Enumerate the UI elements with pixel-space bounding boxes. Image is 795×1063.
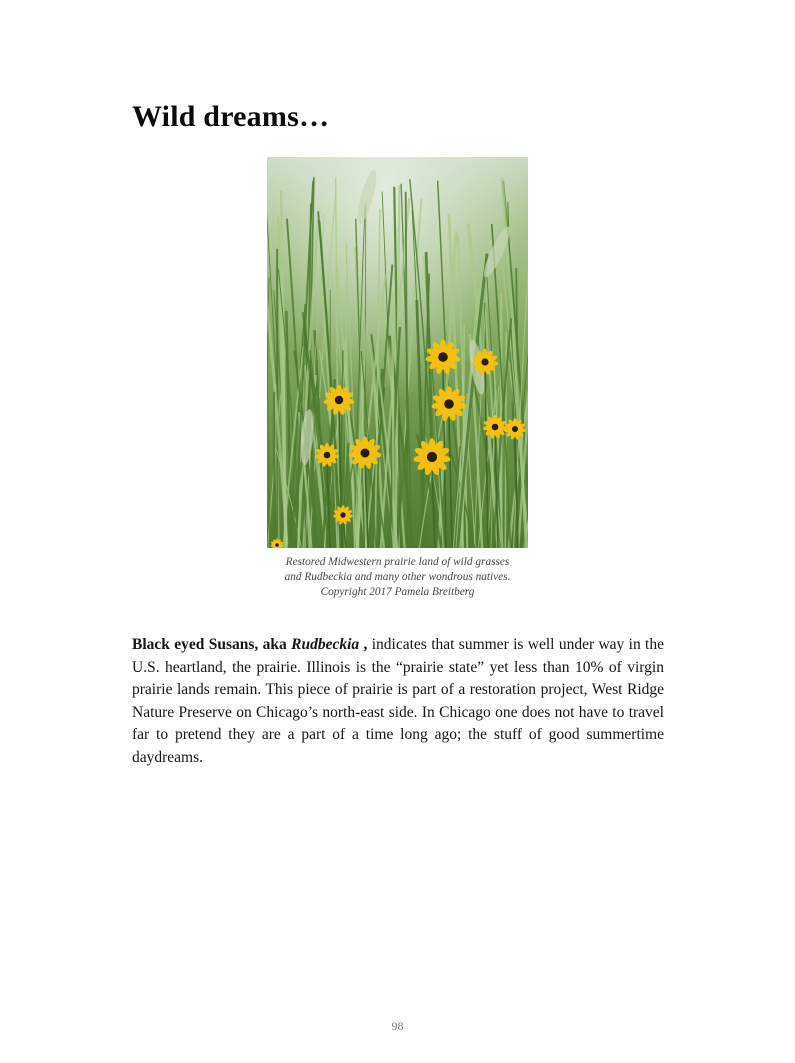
lead-phrase: Black eyed Susans, aka xyxy=(132,636,292,653)
caption-line: Restored Midwestern prairie land of wild grasses xyxy=(285,556,510,568)
prairie-flowers-photo xyxy=(267,157,528,548)
caption-line: Copyright 2017 Pamela Breitberg xyxy=(320,586,475,598)
body-paragraph xyxy=(132,634,664,770)
photo-caption xyxy=(232,555,563,600)
genus-name: Rudbeckia xyxy=(291,636,360,653)
page-number: 98 xyxy=(391,1019,404,1033)
caption-line: and Rudbeckia and many other wondrous natives. xyxy=(284,571,511,583)
page-title: Wild dreams… xyxy=(132,100,330,133)
paragraph-text: indicates that summer is well under way in the U.S. heartland, the prairie. Illinois is the “prairie state” yet less than 10% of virgin prairie lands remain. This piece of prairie is part of a restoration project, West Ridge Nature Preserve on Chicago’s north-east side. In Chicago one does not have to travel far to pretend they are a part of a time long ago; the stuff of good summertime daydreams. xyxy=(132,636,664,766)
lead-punctuation: , xyxy=(359,636,368,653)
